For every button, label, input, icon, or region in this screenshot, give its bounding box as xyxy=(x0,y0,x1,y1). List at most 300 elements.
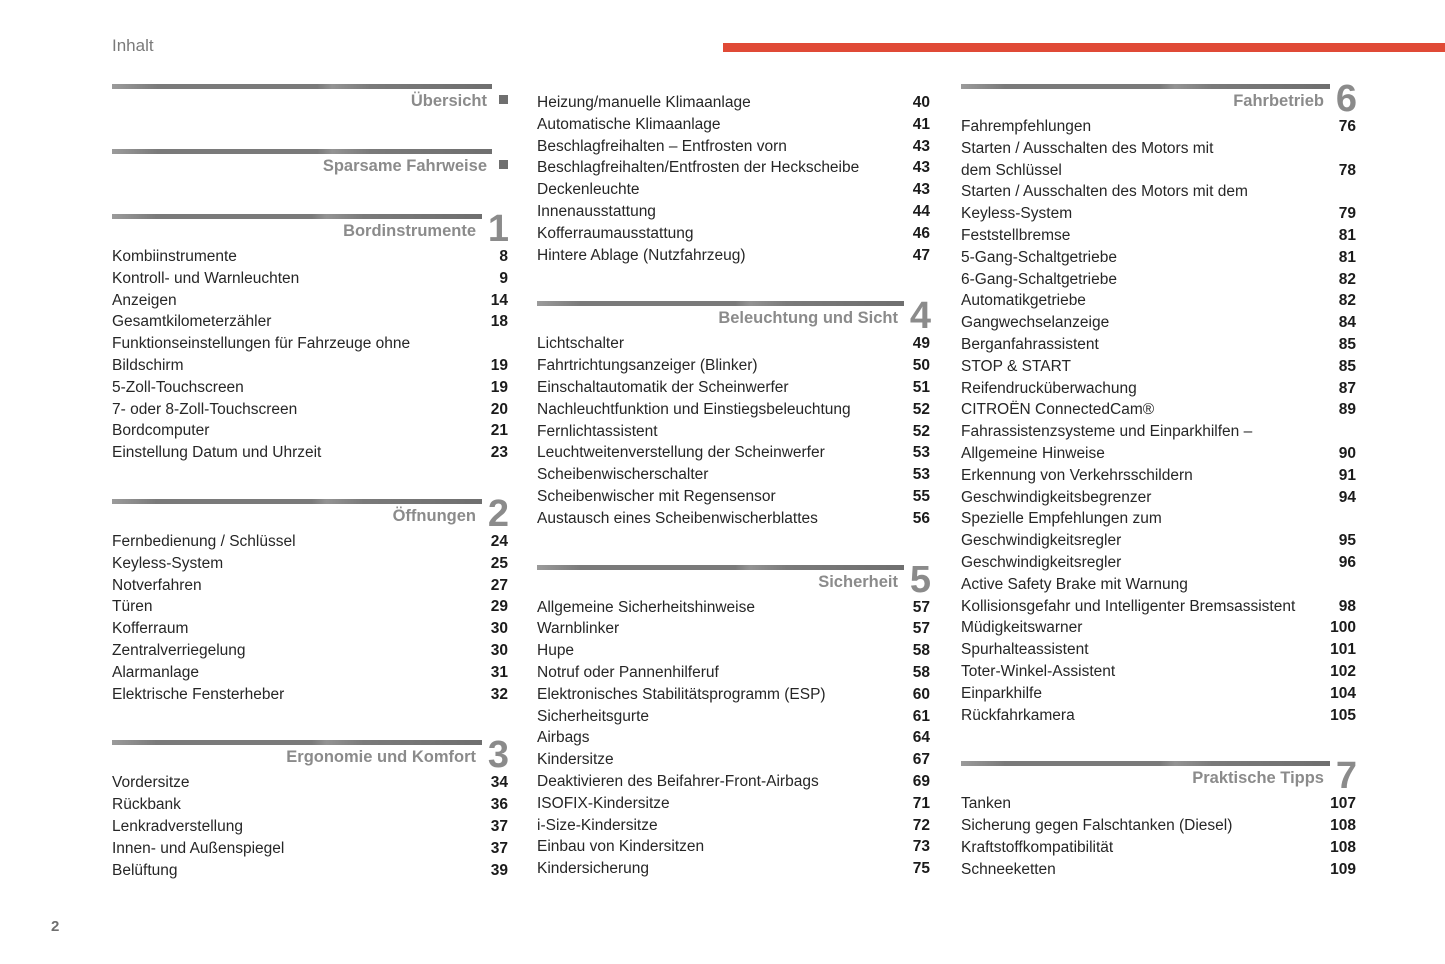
toc-entry xyxy=(537,114,930,136)
toc-entry-page: 47 xyxy=(912,246,930,264)
toc-entry xyxy=(537,727,930,749)
toc-entry xyxy=(537,486,930,508)
toc-entry-label: Automatikgetriebe xyxy=(961,292,1086,310)
section-divider-bar xyxy=(537,301,904,306)
toc-entry-label: Notruf oder Pannenhilferuf xyxy=(537,663,719,681)
toc-entry-label: Active Safety Brake mit Warnung xyxy=(961,575,1188,593)
toc-entry xyxy=(112,596,508,618)
toc-entry xyxy=(961,312,1356,334)
toc-entry-label: 5-Gang-Schaltgetriebe xyxy=(961,248,1117,266)
toc-entry-page: 37 xyxy=(490,839,508,857)
toc-entry-page: 50 xyxy=(912,357,930,375)
section-number: 1 xyxy=(487,208,509,250)
toc-entry xyxy=(961,552,1356,574)
toc-entry-page: 87 xyxy=(1338,379,1356,397)
toc-entry-label: Kombiinstrumente xyxy=(112,248,237,265)
section-number: 7 xyxy=(1335,755,1357,798)
toc-entry-label: Kindersicherung xyxy=(537,860,650,878)
toc-entry-page: 81 xyxy=(1338,248,1356,266)
toc-entry-page: 85 xyxy=(1338,357,1356,375)
toc-entry xyxy=(112,355,508,377)
toc-entry-label: Hupe xyxy=(537,642,575,660)
toc-entry-page: 90 xyxy=(1338,444,1356,462)
toc-entry xyxy=(961,617,1356,639)
section-divider-bar xyxy=(961,84,1330,89)
page-title: Inhalt xyxy=(112,36,154,55)
toc-section xyxy=(112,208,509,464)
toc-entry-label: Gesamtkilometerzähler xyxy=(112,313,272,331)
toc-entry-label: Innen- und Außenspiegel xyxy=(112,839,285,857)
toc-entry-page: 53 xyxy=(912,444,930,462)
toc-entry xyxy=(537,377,930,399)
toc-entry xyxy=(961,661,1356,683)
toc-entry-label: Automatische Klimaanlage xyxy=(537,115,721,133)
toc-entry-label: Bildschirm xyxy=(112,356,184,374)
section-title: Übersicht xyxy=(410,92,487,110)
section-number: 5 xyxy=(909,558,931,601)
toc-entry xyxy=(537,421,930,443)
toc-entry-page: 57 xyxy=(912,598,930,616)
toc-entry-label: Beschlagfreihalten – Entfrosten vorn xyxy=(537,137,787,155)
toc-entry xyxy=(112,684,508,706)
toc-entry-page: 56 xyxy=(912,509,930,527)
toc-entry-page: 89 xyxy=(1338,401,1356,419)
toc-entry-list xyxy=(112,531,508,705)
toc-entry xyxy=(537,179,930,201)
toc-entry xyxy=(961,378,1356,400)
section-header xyxy=(961,755,1357,798)
toc-entry xyxy=(112,290,508,312)
toc-entry xyxy=(961,487,1356,509)
toc-entry-list xyxy=(537,333,930,529)
toc-entry-page: 107 xyxy=(1330,795,1356,813)
accent-red-bar xyxy=(723,43,1445,52)
toc-entry xyxy=(537,92,930,114)
toc-entry-page: 98 xyxy=(1338,597,1356,615)
toc-entry-list xyxy=(537,597,930,880)
toc-entry xyxy=(961,225,1356,247)
toc-entry-label: Gangwechselanzeige xyxy=(961,314,1110,332)
toc-entry-page: 41 xyxy=(912,115,930,133)
toc-entry xyxy=(537,508,930,530)
toc-entry-label: Starten / Ausschalten des Motors mit dem xyxy=(961,183,1248,201)
toc-entry xyxy=(961,247,1356,269)
toc-entry xyxy=(537,815,930,837)
toc-entry xyxy=(961,508,1356,530)
toc-entry-page: 49 xyxy=(912,335,930,353)
toc-entry xyxy=(537,771,930,793)
toc-entry-label: Einbau von Kindersitzen xyxy=(537,838,705,856)
toc-entry-label: Keyless-System xyxy=(961,205,1073,223)
toc-column-3 xyxy=(961,78,1357,881)
toc-entry-page: 37 xyxy=(490,817,508,835)
toc-entry-page: 46 xyxy=(912,224,930,242)
toc-entry-page: 39 xyxy=(490,861,508,879)
toc-entry-label: Berganfahrassistent xyxy=(961,335,1099,353)
section-number: 2 xyxy=(487,492,509,535)
toc-entry-label: Einschaltautomatik der Scheinwerfer xyxy=(537,378,789,396)
toc-entry-label: Fahrassistenzsysteme und Einparkhilfen – xyxy=(961,423,1253,441)
toc-entry-page: 73 xyxy=(912,838,930,856)
toc-entry xyxy=(112,816,508,838)
toc-entry-label: Alarmanlage xyxy=(112,663,200,681)
section-divider-bar xyxy=(112,149,492,154)
toc-entry-page: 60 xyxy=(912,685,930,703)
toc-entry-page: 67 xyxy=(912,751,930,769)
toc-entry xyxy=(961,639,1356,661)
toc-section xyxy=(112,84,508,114)
toc-entry xyxy=(961,290,1356,312)
toc-entry xyxy=(537,442,930,464)
toc-entry-label: Geschwindigkeitsregler xyxy=(961,553,1122,571)
section-header xyxy=(112,208,509,250)
toc-column-1 xyxy=(112,84,508,881)
toc-entry-list xyxy=(112,772,508,881)
toc-entry-page: 43 xyxy=(912,137,930,155)
toc-entry-label: Heizung/manuelle Klimaanlage xyxy=(537,94,751,111)
section-title: Sicherheit xyxy=(818,572,898,591)
toc-entry-page: 82 xyxy=(1338,270,1356,288)
toc-entry xyxy=(961,443,1356,465)
toc-entry-label: Leuchtweitenverstellung der Scheinwerfer xyxy=(537,444,825,462)
toc-section xyxy=(537,558,931,880)
toc-entry-label: Kraftstoffkompatibilität xyxy=(961,838,1114,856)
toc-entry-label: Erkennung von Verkehrsschildern xyxy=(961,466,1193,484)
toc-section xyxy=(112,149,508,179)
toc-entry xyxy=(961,269,1356,291)
toc-entry-label: Kofferraum xyxy=(112,620,189,638)
toc-entry-label: Elektrische Fensterheber xyxy=(112,685,285,703)
section-title: Ergonomie und Komfort xyxy=(286,748,476,767)
section-title: Praktische Tipps xyxy=(1192,769,1324,788)
toc-entry-page: 24 xyxy=(490,532,508,550)
toc-entry-page: 36 xyxy=(490,796,508,814)
toc-entry-label: Fahrtrichtungsanzeiger (Blinker) xyxy=(537,357,758,375)
toc-entry xyxy=(537,399,930,421)
toc-entry-page: 52 xyxy=(912,422,930,440)
toc-entry xyxy=(112,399,508,421)
section-divider-bar xyxy=(112,499,482,504)
toc-entry-page: 84 xyxy=(1338,314,1356,332)
toc-entry xyxy=(112,575,508,597)
toc-entry-label: Spurhalteassistent xyxy=(961,641,1089,659)
toc-entry xyxy=(961,465,1356,487)
toc-entry-label: Keyless-System xyxy=(112,554,224,572)
toc-section xyxy=(961,78,1357,726)
toc-entry xyxy=(112,860,508,882)
toc-entry-label: Bordcomputer xyxy=(112,422,210,440)
section-number: 3 xyxy=(487,734,509,777)
toc-entry xyxy=(112,442,508,464)
toc-entry xyxy=(961,705,1356,727)
toc-entry-page: 58 xyxy=(912,663,930,681)
toc-entry xyxy=(961,837,1356,859)
toc-entry-label: dem Schlüssel xyxy=(961,161,1062,179)
toc-entry-page: 95 xyxy=(1338,532,1356,550)
toc-entry xyxy=(537,245,930,267)
toc-entry-label: Allgemeine Sicherheitshinweise xyxy=(537,598,755,616)
toc-entry-label: Beschlagfreihalten/Entfrosten der Heckscheibe xyxy=(537,159,860,177)
toc-entry-label: CITROËN ConnectedCam® xyxy=(961,401,1155,419)
section-title: Fahrbetrieb xyxy=(1233,92,1324,110)
toc-entry-page: 27 xyxy=(490,576,508,594)
toc-entry xyxy=(961,859,1356,881)
toc-entry-page: 31 xyxy=(490,663,508,681)
toc-entry xyxy=(537,223,930,245)
toc-entry-label: Geschwindigkeitsregler xyxy=(961,532,1122,550)
section-title: Sparsame Fahrweise xyxy=(322,157,487,175)
section-title: Öffnungen xyxy=(392,506,476,525)
toc-entry-page: 72 xyxy=(912,816,930,834)
toc-entry-label: Lichtschalter xyxy=(537,335,625,353)
toc-entry-label: Türen xyxy=(112,598,153,616)
toc-entry xyxy=(961,160,1356,182)
toc-entry xyxy=(961,574,1356,596)
toc-entry xyxy=(537,618,930,640)
toc-entry-label: Innenausstattung xyxy=(537,202,656,220)
toc-entry-page: 21 xyxy=(490,422,508,440)
section-header xyxy=(537,295,931,338)
toc-entry-label: Starten / Ausschalten des Motors mit xyxy=(961,139,1214,157)
toc-entry xyxy=(112,794,508,816)
toc-entry-label: Scheibenwischerschalter xyxy=(537,466,709,484)
toc-entry xyxy=(112,268,508,290)
toc-entry-page: 104 xyxy=(1330,684,1356,702)
toc-entry-page: 85 xyxy=(1338,335,1356,353)
toc-entry xyxy=(537,793,930,815)
section-header xyxy=(112,84,508,114)
toc-entry-label: Tanken xyxy=(961,795,1011,813)
toc-entry-page: 18 xyxy=(490,313,508,331)
toc-entry-label: Lenkradverstellung xyxy=(112,817,243,835)
toc-entry-label: Kofferraumausstattung xyxy=(537,224,694,242)
section-header xyxy=(961,78,1357,120)
toc-entry xyxy=(112,420,508,442)
toc-entry xyxy=(537,136,930,158)
toc-entry-page: 101 xyxy=(1330,641,1356,659)
toc-entry xyxy=(112,246,508,268)
toc-entry-page: 57 xyxy=(912,620,930,638)
toc-entry-label: Warnblinker xyxy=(537,620,620,638)
toc-entry-page: 23 xyxy=(490,444,508,462)
section-title: Beleuchtung und Sicht xyxy=(718,309,898,328)
toc-entry xyxy=(537,157,930,179)
toc-entry-page: 79 xyxy=(1338,205,1356,223)
section-number: 6 xyxy=(1335,78,1357,120)
toc-entry xyxy=(961,138,1356,160)
section-divider-bar xyxy=(112,740,482,745)
toc-entry xyxy=(537,597,930,619)
toc-entry-page: 105 xyxy=(1330,706,1356,724)
toc-section xyxy=(112,734,509,881)
toc-entry xyxy=(537,640,930,662)
toc-entry-page: 108 xyxy=(1330,838,1356,856)
section-divider-bar xyxy=(961,761,1330,766)
toc-entry-page: 100 xyxy=(1330,619,1356,637)
toc-entry-label: 7- oder 8-Zoll-Touchscreen xyxy=(112,400,298,418)
page-number: 2 xyxy=(51,918,60,935)
toc-entry-label: Nachleuchtfunktion und Einstiegsbeleuchtung xyxy=(537,400,851,418)
toc-entry xyxy=(112,838,508,860)
square-marker-icon xyxy=(499,160,508,169)
toc-entry-label: Elektronisches Stabilitätsprogramm (ESP) xyxy=(537,685,826,703)
toc-entry-label: Deaktivieren des Beifahrer-Front-Airbags xyxy=(537,772,819,790)
toc-entry-label: Kontroll- und Warnleuchten xyxy=(112,269,300,287)
toc-entry-page: 64 xyxy=(912,729,930,747)
toc-entry-page: 76 xyxy=(1338,118,1356,135)
toc-entry-label: Austausch eines Scheibenwischerblattes xyxy=(537,509,818,527)
section-divider-bar xyxy=(112,84,492,89)
toc-entry-label: 6-Gang-Schaltgetriebe xyxy=(961,270,1117,288)
toc-entry xyxy=(112,333,508,355)
toc-entry-label: Vordersitze xyxy=(112,774,190,792)
section-header xyxy=(112,492,509,535)
toc-entry-label: Feststellbremse xyxy=(961,226,1071,244)
toc-entry-label: Funktionseinstellungen für Fahrzeuge ohne xyxy=(112,335,411,353)
toc-entry-page: 69 xyxy=(912,772,930,790)
toc-entry xyxy=(112,553,508,575)
toc-entry-page: 61 xyxy=(912,707,930,725)
toc-entry-page: 75 xyxy=(912,860,930,878)
toc-entry-label: Anzeigen xyxy=(112,291,177,309)
toc-entry xyxy=(961,334,1356,356)
toc-entry-page: 51 xyxy=(912,378,930,396)
toc-entry-label: Schneeketten xyxy=(961,860,1056,878)
toc-entry-page: 55 xyxy=(912,487,930,505)
toc-entry-label: Fernbedienung / Schlüssel xyxy=(112,532,296,550)
toc-entry-page: 71 xyxy=(912,794,930,812)
toc-section xyxy=(112,492,509,705)
toc-entry-page: 91 xyxy=(1338,466,1356,484)
toc-entry-list xyxy=(537,92,930,266)
toc-entry xyxy=(112,311,508,333)
toc-entry xyxy=(961,203,1356,225)
toc-column-2 xyxy=(537,84,930,881)
section-number: 4 xyxy=(909,295,931,338)
toc-entry-page: 109 xyxy=(1330,860,1356,878)
section-title: Bordinstrumente xyxy=(343,222,476,240)
toc-entry-label: STOP & START xyxy=(961,357,1071,375)
toc-entry-page: 58 xyxy=(912,642,930,660)
toc-entry-page: 43 xyxy=(912,181,930,199)
toc-entry-label: ISOFIX-Kindersitze xyxy=(537,794,670,812)
toc-section xyxy=(537,92,930,266)
toc-section xyxy=(537,295,931,529)
toc-entry-page: 94 xyxy=(1338,488,1356,506)
toc-entry-label: Kindersitze xyxy=(537,751,614,769)
toc-entry xyxy=(961,421,1356,443)
toc-entry-label: Sicherheitsgurte xyxy=(537,707,650,725)
toc-entry-label: Airbags xyxy=(537,729,590,747)
toc-columns xyxy=(112,78,1357,881)
toc-entry xyxy=(961,596,1356,618)
toc-entry-label: Rückbank xyxy=(112,796,181,814)
toc-entry-label: Deckenleuchte xyxy=(537,181,640,199)
toc-entry-label: 5-Zoll-Touchscreen xyxy=(112,378,244,396)
toc-entry-page: 19 xyxy=(490,356,508,374)
toc-entry-label: i-Size-Kindersitze xyxy=(537,816,658,834)
toc-entry-label: Geschwindigkeitsbegrenzer xyxy=(961,488,1152,506)
toc-entry-list xyxy=(961,793,1356,880)
toc-entry-page: 8 xyxy=(499,248,508,265)
toc-entry xyxy=(537,333,930,355)
toc-entry-page: 40 xyxy=(912,94,930,111)
toc-entry-list xyxy=(961,116,1356,726)
toc-entry-page: 52 xyxy=(912,400,930,418)
toc-entry-label: Sicherung gegen Falschtanken (Diesel) xyxy=(961,817,1233,835)
toc-entry-page: 20 xyxy=(490,400,508,418)
toc-entry-page: 9 xyxy=(499,269,508,287)
toc-entry-page: 43 xyxy=(912,159,930,177)
toc-entry-page: 82 xyxy=(1338,292,1356,310)
toc-entry-page: 25 xyxy=(490,554,508,572)
toc-entry-page: 81 xyxy=(1338,226,1356,244)
toc-entry-label: Notverfahren xyxy=(112,576,202,594)
toc-entry xyxy=(112,662,508,684)
toc-entry xyxy=(537,201,930,223)
toc-entry xyxy=(961,530,1356,552)
toc-entry-label: Reifendrucküberwachung xyxy=(961,379,1137,397)
toc-entry xyxy=(537,858,930,880)
toc-entry xyxy=(961,181,1356,203)
section-divider-bar xyxy=(537,565,904,570)
toc-entry-page: 34 xyxy=(490,774,508,792)
toc-entry-label: Fahrempfehlungen xyxy=(961,118,1092,135)
toc-entry-label: Fernlichtassistent xyxy=(537,422,658,440)
toc-entry-page: 53 xyxy=(912,466,930,484)
toc-entry xyxy=(112,618,508,640)
toc-entry-label: Toter-Winkel-Assistent xyxy=(961,662,1116,680)
toc-entry xyxy=(537,464,930,486)
square-marker-icon xyxy=(499,95,508,104)
toc-entry xyxy=(112,377,508,399)
toc-entry-page: 78 xyxy=(1338,161,1356,179)
section-header xyxy=(537,558,931,601)
toc-entry xyxy=(537,836,930,858)
toc-entry xyxy=(112,531,508,553)
toc-entry xyxy=(537,706,930,728)
toc-entry xyxy=(961,815,1356,837)
toc-entry xyxy=(537,662,930,684)
toc-entry-label: Allgemeine Hinweise xyxy=(961,444,1105,462)
toc-entry-page: 19 xyxy=(490,378,508,396)
toc-entry xyxy=(961,356,1356,378)
toc-entry-page: 96 xyxy=(1338,553,1356,571)
section-header xyxy=(112,149,508,179)
toc-entry xyxy=(961,399,1356,421)
toc-entry xyxy=(537,749,930,771)
toc-entry-page: 30 xyxy=(490,641,508,659)
toc-entry xyxy=(961,793,1356,815)
toc-entry-page: 44 xyxy=(912,202,930,220)
toc-entry-label: Spezielle Empfehlungen zum xyxy=(961,510,1162,528)
toc-entry xyxy=(537,684,930,706)
toc-entry-page: 102 xyxy=(1330,662,1356,680)
toc-entry-page: 32 xyxy=(490,685,508,703)
toc-entry-list xyxy=(112,246,508,464)
toc-entry xyxy=(112,772,508,794)
toc-section xyxy=(961,755,1357,880)
toc-entry-label: Scheibenwischer mit Regensensor xyxy=(537,487,776,505)
toc-entry xyxy=(112,640,508,662)
toc-entry-page: 29 xyxy=(490,598,508,616)
toc-entry-label: Einparkhilfe xyxy=(961,684,1042,702)
toc-entry-page: 14 xyxy=(490,291,508,309)
toc-entry-label: Hintere Ablage (Nutzfahrzeug) xyxy=(537,246,746,264)
toc-entry xyxy=(961,683,1356,705)
toc-entry-label: Belüftung xyxy=(112,861,178,879)
toc-entry-page: 108 xyxy=(1330,817,1356,835)
